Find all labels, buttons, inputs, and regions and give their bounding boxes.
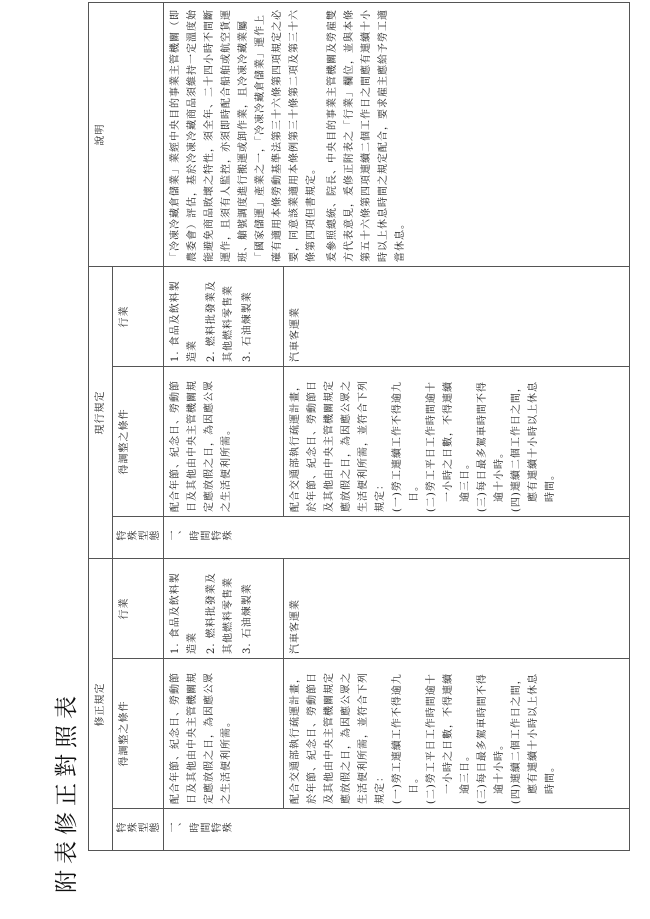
notes-header: 說明: [89, 2, 164, 266]
amended-industries-header: 行業: [113, 558, 164, 658]
amended-type-header: 特殊型態: [113, 809, 164, 851]
current-conditions-header: 得調整之條件: [113, 366, 164, 516]
amended-industries-2: 汽車客運業: [284, 558, 630, 658]
industry-item: 3. 石油煉製業: [242, 291, 253, 362]
current-header: 現行規定: [89, 266, 113, 558]
industry-item: 2. 燃料批發業及其他燃料零售業: [206, 280, 234, 362]
condition-item: (四)連續二個工作日之間，應有連續十小時以上休息時間。: [511, 380, 556, 512]
condition-item: (二)勞工平日工作時間逾十一小時之日數，不得連續逾三日。: [426, 673, 471, 804]
note-paragraph: 爰參照總統、院長、中央目的事業主管機關及勞雇雙方代表意見，爰修正附表之「行業」欄位，並與本條第五十六條第四項連續二個工作日之間應有連續十小時以上休息時間之規定配合，要求雇主應給予勞工適當休息。: [327, 8, 406, 262]
comparison-table: [88, 2, 630, 851]
condition-item: (一)勞工連續工作不得逾九日。: [392, 381, 420, 512]
amended-conditions-1: 配合年節、紀念日、勞動節日及其他由中央主管機關規定應放假之日，為因應公眾之生活便利所需。: [164, 659, 284, 809]
condition-item: (三)每日最多駕車時間不得逾十小時。: [477, 673, 505, 804]
industry-item: 1. 食品及飲料製造業: [170, 572, 198, 654]
industry-item: 2. 燃料批發業及其他燃料零售業: [206, 572, 234, 654]
notes-cell: [164, 2, 630, 266]
current-industries-1: [164, 266, 284, 366]
note-paragraph: 「冷凍冷藏倉儲業」業經中央目的事業主管機關（即農委會）評估，基於冷凍冷藏商品須維持一定溫度始能避免商品敗壞之特性，須全年、二十四小時不間斷運作，且須有人監控，亦須即時配合船舶或航空貨運班、艙號調度進行搬運或卸作業，且冷凍冷藏業屬「國家儲運」產業之一，「冷凍冷藏倉儲業」運作上確有適用本條勞動基準法第三十六條第四項規定之必要，同意該業適用本條例第三十條第二項及第三十六條第四項但書規定。: [170, 8, 317, 262]
amended-conditions-2: 配合交通部執行疏運計畫，於年節、紀念日、勞動節日及其他由中央主管機關規定應放假之日，為因應公眾之生活便利所需，並符合下列規定： (一)勞工連續工作不得逾九日。 (二)勞工平日工作時間逾十一小時之日數，不得連續逾三日。 (三)每日最多駕車時間不得逾十小時。 (四)連續二個工作日之間，應有連續十小時以上休息時間。: [284, 659, 630, 809]
amended-header: 修正規定: [89, 558, 113, 850]
amended-conditions-header: 得調整之條件: [113, 659, 164, 809]
current-type-cell: 一、時間特殊: [164, 516, 630, 558]
current-conditions-2: 配合交通部執行疏運計畫，於年節、紀念日、勞動節日及其他由中央主管機關規定應放假之日，為因應公眾之生活便利所需，並符合下列規定： (一)勞工連續工作不得逾九日。 (二)勞工平日工作時間逾十一小時之日數，不得連續逾三日。 (三)每日最多駕車時間不得逾十小時。 (四)連續二個工作日之間，應有連續十小時以上休息時間。: [284, 366, 630, 516]
amended-industries-1: [164, 558, 284, 658]
current-industries-header: 行業: [113, 266, 164, 366]
condition-item: (四)連續二個工作日之間，應有連續十小時以上休息時間。: [511, 673, 556, 804]
current-type-header: 特殊型態: [113, 516, 164, 558]
condition-item: (三)每日最多駕車時間不得逾十小時。: [477, 381, 505, 512]
current-industries-2: 汽車客運業: [284, 266, 630, 366]
current-conditions-1: 配合年節、紀念日、勞動節日及其他由中央主管機關規定應放假之日，為因應公眾之生活便利所需。: [164, 366, 284, 516]
industry-item: 1. 食品及飲料製造業: [170, 280, 198, 362]
amended-type-cell: 一、時間特殊: [164, 809, 630, 851]
condition-item: (二)勞工平日工作時間逾十一小時之日數，不得連續逾三日。: [426, 380, 471, 512]
condition-item: (一)勞工連續工作不得逾九日。: [392, 673, 420, 804]
document-title: 附表修正對照表: [54, 690, 80, 893]
industry-item: 3. 石油煉製業: [242, 583, 253, 654]
